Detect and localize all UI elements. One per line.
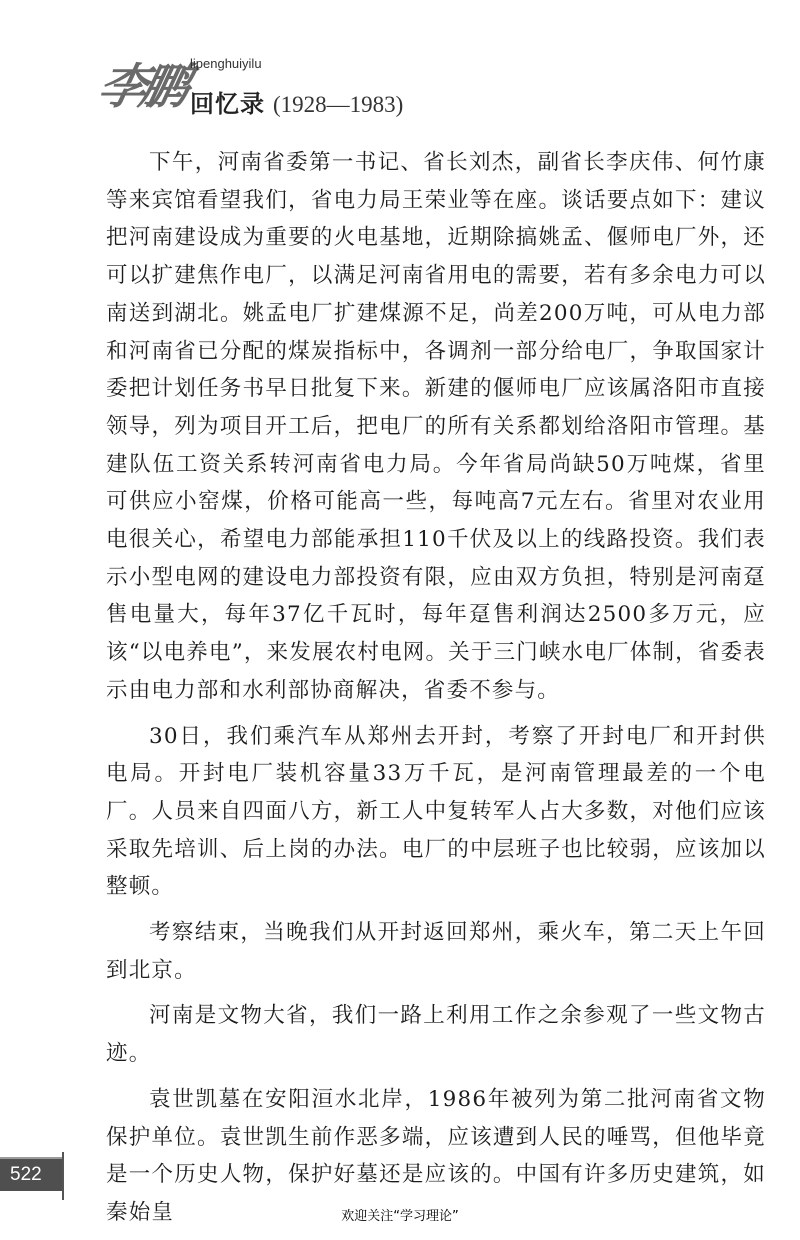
margin-rule — [62, 1152, 64, 1200]
book-header — [93, 42, 660, 122]
paragraph: 30日，我们乘汽车从郑州去开封，考察了开封电厂和开封供电局。开封电厂装机容量33万千瓦，是河南管理最差的一个电厂。人员来自四面八方，新工人中复转军人占大多数，对他们应该采取先培训、后上岗的办法。电厂的中层班子也比较弱，应该加以整顿。 — [106, 723, 766, 900]
series-years: (1928—1983) — [273, 92, 404, 117]
series-title — [190, 84, 403, 119]
paragraph: 袁世凯墓在安阳洹水北岸，1986年被列为第二批河南省文物保护单位。袁世凯生前作恶多端，应该遭到人民的唾骂，但他毕竟是一个历史人物，保护好墓还是应该的。中国有许多历史建筑，如秦始皇 — [106, 1086, 766, 1225]
page-number: 522 — [10, 1164, 42, 1185]
paragraph: 考察结束，当晚我们从开封返回郑州，乘火车，第二天上午回到北京。 — [106, 920, 766, 983]
series-title-text: 回忆录 — [190, 90, 265, 118]
footer-note: 欢迎关注“学习理论” — [341, 1209, 459, 1224]
pinyin-title: lipenghuiyilu — [190, 56, 262, 71]
paragraph: 河南是文物大省，我们一路上利用工作之余参观了一些文物古迹。 — [106, 1003, 766, 1067]
page-number-tab — [0, 1157, 62, 1191]
paragraph: 下午，河南省委第一书记、省长刘杰，副省长李庆伟、何竹康等来宾馆看望我们，省电力局王荣业等在座。谈话要点如下：建议把河南建设成为重要的火电基地，近期除搞姚孟、偃师电厂外，还可以扩建焦作电厂，以满足河南省用电的需要，若有多余电力可以南送到湖北。姚孟电厂扩建煤源不足，尚差200万吨，可从电力部和河南省已分配的煤炭指标中，各调剂一部分给电厂，争取国家计委把计划任务书早日批复下来。新建的偃师电厂应该属洛阳市直接领导，列为项目开工后，把电厂的所有关系都划给洛阳市管理。基建队伍工资关系转河南省电力局。今年省局尚缺50万吨煤，省里可供应小窑煤，价格可能高一些，每吨高7元左右。省里对农业用电很关心，希望电力部能承担110千伏及以上的线路投资。我们表示小型电网的建设电力部投资有限，应由双方负担，特别是河南趸售电量大，每年37亿千瓦时，每年趸售利润达2500多万元，应该“以电养电”，来发展农村电网。关于三门峡水电厂体制，省委表示由电力部和水利部协商解决，省委不参与。 — [106, 150, 766, 703]
page-body — [106, 144, 766, 1240]
calligraphy-logo: 李鹏 — [93, 59, 190, 115]
